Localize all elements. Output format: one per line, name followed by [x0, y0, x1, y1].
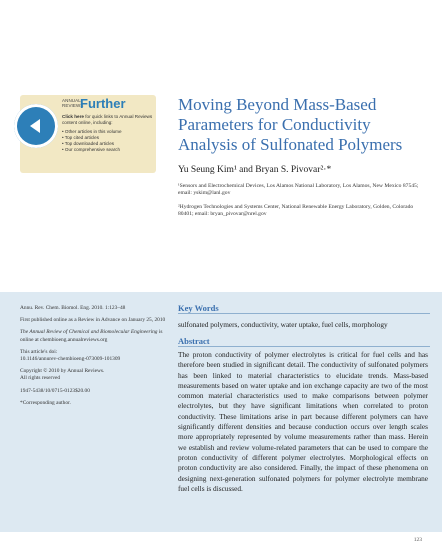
further-text [62, 114, 156, 153]
back-arrow-icon[interactable] [14, 104, 58, 148]
keywords-divider [178, 313, 430, 314]
abstract-divider [178, 346, 430, 347]
affiliation-1: ¹Sensors and Electrochemical Devices, Los Alamos National Laboratory, Los Alamos, New Mexico 87545; email: yskim@lanl.gov [178, 183, 419, 197]
further-item-search[interactable]: • Our comprehensive search [62, 147, 121, 152]
annual-reviews-logo: ANNUAL REVIEWS [62, 98, 84, 108]
further-list [62, 129, 156, 153]
further-box[interactable] [20, 95, 156, 173]
corresponding-author: *Corresponding author. [20, 399, 71, 406]
keywords-text: sulfonated polymers, conductivity, water uptake, fuel cells, morphology [178, 320, 388, 329]
abstract-heading: Abstract [178, 336, 210, 346]
published-online: First published online as a Review in Advance on January 25, 2010 [20, 317, 166, 324]
article-title: Moving Beyond Mass-Based Parameters for Conductivity Analysis of Sulfonated Polymers [178, 95, 403, 154]
keywords-heading: Key Words [178, 303, 219, 313]
doi: This article's doi: 10.1146/annurev-chembioeng-073009-101309 [20, 348, 121, 363]
further-item-top-cited[interactable]: • Top cited articles [62, 135, 100, 140]
issn: 1947-5438/10/0715-0123$20.00 [20, 387, 90, 394]
further-description: for quick links to Annual Reviews content online, including: [62, 114, 153, 125]
article-info-sidebar [20, 305, 170, 412]
journal-info [20, 329, 170, 343]
authors: Yu Seung Kim¹ and Bryan S. Pivovar²·* [178, 165, 332, 175]
citation: Annu. Rev. Chem. Biomol. Eng. 2010. 1:123–48 [20, 305, 126, 311]
further-item-other-articles[interactable]: • Other articles in this volume [62, 129, 122, 134]
abstract-text: The proton conductivity of polymer electrolytes is critical for fuel cells and has therefore been studied in significant detail. The conductivity of sulfonated polymers has been linked to material characteristics to elucidate trends. Mass-based measurements based on water uptake and ion exchange capacity are two of the most common material characteristics used to make comparisons between polymer electrolytes, but they have significant limitations when correlated to proton conductivity. These limitations arise in part because different polymers can have significantly different densities and because conduction occurs over length scales more appropriately represented by volume measurements rather than mass. Herein we establish and review volume-related parameters that can be used to compare the proton conductivity of different polymer electrolytes. Morphological effects on proton conductivity are also considered. Finally, the impact of these phenomena on designing next-generation sulfonated polymers for polymer electrolyte membrane fuel cells is discussed. [178, 350, 428, 493]
click-here-link[interactable]: Click here [62, 114, 84, 119]
further-item-top-downloaded[interactable]: • Top downloaded articles [62, 141, 115, 146]
affiliation-2: ²Hydrogen Technologies and Systems Center, National Renewable Energy Laboratory, Golden, Colorado 80401; email: bryan_pivovar@nrel.gov [178, 204, 414, 218]
arrow-left-icon [26, 116, 46, 136]
journal-url[interactable]: is online at chembioeng.annualreviews.org [20, 329, 163, 343]
copyright: Copyright © 2010 by Annual Reviews. All rights reserved [20, 368, 105, 382]
page-number: 123 [413, 537, 422, 543]
journal-name: The Annual Review of Chemical and Biomolecular Engineering [20, 329, 158, 336]
further-title: Further [80, 96, 126, 111]
